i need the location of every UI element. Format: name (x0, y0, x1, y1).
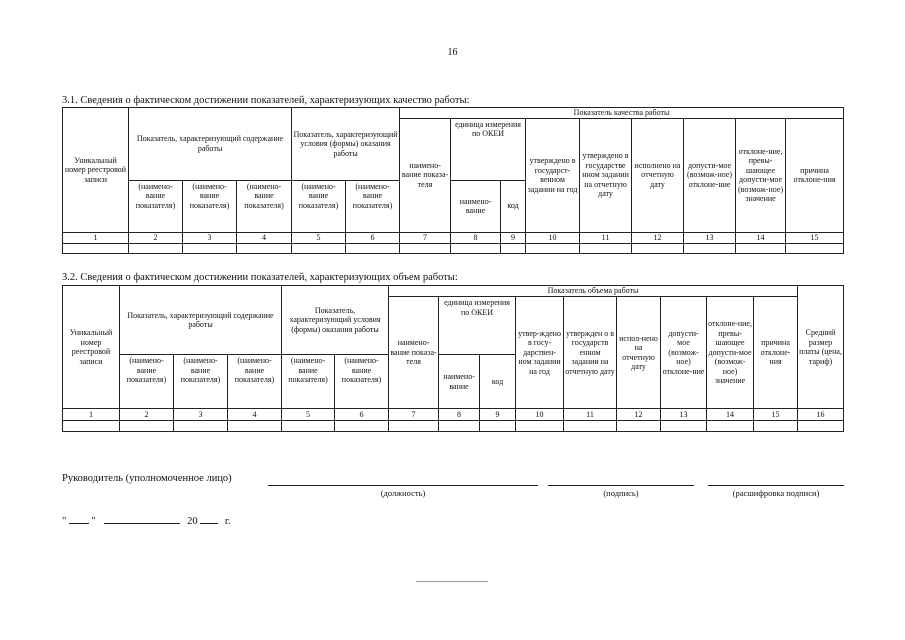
col-approved-date-header: утвержден о в государств енном задании на отчетную дату (564, 297, 617, 409)
column-number: 5 (282, 409, 335, 421)
column-number: 13 (684, 232, 736, 243)
column-number: 11 (564, 409, 617, 421)
day-field[interactable] (69, 522, 89, 524)
year-prefix: 20 (187, 516, 198, 527)
col-indicator-name-header: наимено-вание показа-теля (400, 118, 451, 232)
col-allowed-deviation-header: допусти-мое (возмож-ное) отклоне-ние (684, 118, 736, 232)
column-number: 12 (617, 409, 661, 421)
sub-indicator-name: (наимено-вание показателя) (282, 355, 335, 409)
column-number: 12 (632, 232, 684, 243)
signature-line[interactable] (548, 485, 694, 486)
col-unit-code-header: код (480, 355, 516, 409)
col-reason-header: причина отклоне-ния (754, 297, 798, 409)
year-suffix: г. (224, 516, 231, 527)
column-number: 8 (439, 409, 480, 421)
col-unit-name-header: наимено-вание (439, 355, 480, 409)
col-exceeding-deviation-header: отклоне-ние, превы-шающее допусти-мое (возмож-ное) значение (736, 118, 786, 232)
column-number: 6 (335, 409, 389, 421)
column-number: 16 (798, 409, 844, 421)
position-caption: (должность) (380, 488, 426, 498)
col-unit-code-header: код (501, 180, 526, 232)
signature-caption: (подпись) (603, 488, 639, 498)
month-field[interactable] (104, 522, 180, 524)
column-number: 4 (237, 232, 292, 243)
sub-indicator-name: (наимено-вание показателя) (183, 180, 237, 232)
col-unique-header: Уникальный номер реестровой записи (63, 286, 120, 409)
year-field[interactable] (200, 522, 218, 524)
col-executed-header: испол-нено на отчетную дату (617, 297, 661, 409)
column-number: 2 (120, 409, 174, 421)
col-avg-fee-header: Средний размер платы (цена, тариф) (798, 286, 844, 409)
column-number: 10 (526, 232, 580, 243)
sub-indicator-name: (наимено-вание показателя) (120, 355, 174, 409)
column-number-row (63, 409, 844, 421)
col-approved-year-header: утверждено в государст-венном задании на год (526, 118, 580, 232)
date-line (62, 516, 231, 527)
col-approved-date-header: утверждено в государстве нном задании на отчетную дату (580, 118, 632, 232)
sub-indicator-name: (наимено-вание показателя) (335, 355, 389, 409)
col-approved-year-header: утвер-ждено в госу-дарствен-ном задании на год (516, 297, 564, 409)
column-number: 7 (400, 232, 451, 243)
col-unit-header: единица измерения по ОКЕИ (439, 297, 516, 355)
sub-indicator-name: (наимено-вание показателя) (346, 180, 400, 232)
col-unique-header: Уникальный номер реестровой записи (63, 108, 129, 233)
col-unit-header: единица измерения по ОКЕИ (451, 118, 526, 180)
column-number: 10 (516, 409, 564, 421)
volume-table (62, 285, 844, 432)
quality-group-header: Показатель качества работы (400, 108, 844, 119)
column-number: 3 (183, 232, 237, 243)
column-number: 9 (480, 409, 516, 421)
col-reason-header: причина отклоне-ния (786, 118, 844, 232)
page-number: 16 (447, 47, 458, 58)
column-number: 2 (129, 232, 183, 243)
sub-indicator-name: (наимено-вание показателя) (237, 180, 292, 232)
decode-line[interactable] (708, 485, 844, 486)
col-content-header: Показатель, характеризующий содержание работы (129, 108, 292, 181)
column-number: 8 (451, 232, 501, 243)
column-number: 5 (292, 232, 346, 243)
col-executed-header: исполнено на отчетную дату (632, 118, 684, 232)
table-row (63, 421, 844, 432)
volume-group-header: Показатель объема работы (389, 286, 798, 297)
quote-close: " (91, 516, 96, 527)
decode-caption: (расшифровка подписи) (732, 488, 820, 498)
column-number: 3 (174, 409, 228, 421)
col-allowed-deviation-header: допусти-мое (возмож-ное) отклоне-ние (661, 297, 707, 409)
column-number: 1 (63, 409, 120, 421)
column-number: 4 (228, 409, 282, 421)
position-line[interactable] (268, 485, 538, 486)
sub-indicator-name: (наимено-вание показателя) (129, 180, 183, 232)
footer-divider (416, 581, 488, 582)
col-unit-name-header: наимено-вание (451, 180, 501, 232)
sub-indicator-name: (наимено-вание показателя) (228, 355, 282, 409)
column-number: 15 (754, 409, 798, 421)
column-number-row (63, 232, 844, 243)
column-number: 7 (389, 409, 439, 421)
quote-open: " (62, 516, 67, 527)
col-conditions-header: Показатель, характеризующий условия (формы) оказания работы (282, 286, 389, 355)
section2-title: 3.2. Сведения о фактическом достижении показателей, характеризующих объем работы: (62, 272, 458, 283)
sub-indicator-name: (наимено-вание показателя) (174, 355, 228, 409)
column-number: 13 (661, 409, 707, 421)
column-number: 9 (501, 232, 526, 243)
sub-indicator-name: (наимено-вание показателя) (292, 180, 346, 232)
head-label: Руководитель (уполномоченное лицо) (62, 473, 232, 484)
column-number: 15 (786, 232, 844, 243)
table-row (63, 243, 844, 253)
column-number: 14 (707, 409, 754, 421)
col-content-header: Показатель, характеризующий содержание работы (120, 286, 282, 355)
column-number: 6 (346, 232, 400, 243)
column-number: 11 (580, 232, 632, 243)
col-conditions-header: Показатель, характеризующий условия (формы) оказания работы (292, 108, 400, 181)
column-number: 1 (63, 232, 129, 243)
col-indicator-name-header: наимено-вание показа-теля (389, 297, 439, 409)
col-exceeding-deviation-header: отклоне-ние, превы-шающее допусти-мое (возмож-ное) значение (707, 297, 754, 409)
column-number: 14 (736, 232, 786, 243)
section1-title: 3.1. Сведения о фактическом достижении показателей, характеризующих качество работы: (62, 95, 470, 106)
quality-table (62, 107, 844, 254)
